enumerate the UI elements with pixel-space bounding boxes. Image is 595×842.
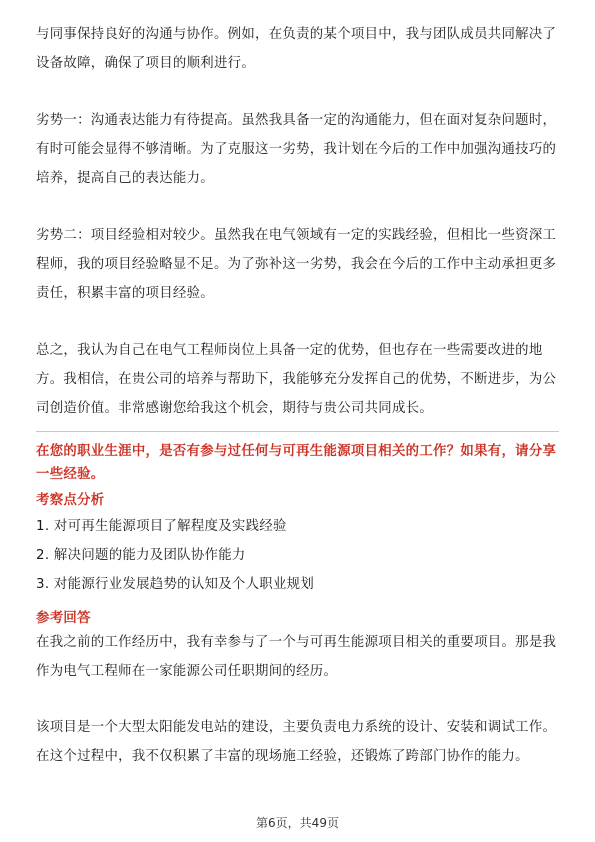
interview-question: 在您的职业生涯中，是否有参与过任何与可再生能源项目相关的工作？如果有，请分享一些经验。 — [36, 444, 557, 482]
answer-paragraph-1: 在我之前的工作经历中，我有幸参与了一个与可再生能源项目相关的重要项目。那是我作为电气工程师在一家能源公司任职期间的经历。 — [36, 635, 557, 679]
section-divider — [36, 431, 559, 432]
page-footer: 第6页，共49页 — [256, 816, 339, 830]
answer-heading: 参考回答 — [36, 611, 91, 626]
answer-paragraph-2: 该项目是一个大型太阳能发电站的建设，主要负责电力系统的设计、安装和调试工作。在这个过程中，我不仅积累了丰富的现场施工经验，还锻炼了跨部门协作的能力。 — [36, 720, 557, 764]
paragraph-weakness-two: 劣势二：项目经验相对较少。虽然我在电气领域有一定的实践经验，但相比一些资深工程师，我的项目经验略显不足。为了弥补这一劣势，我会在今后的工作中主动承担更多责任，积累丰富的项目经验。 — [36, 228, 557, 301]
paragraph-conclusion: 总之，我认为自己在电气工程师岗位上具备一定的优势，但也存在一些需要改进的地方。我相信，在贵公司的培养与帮助下，我能够充分发挥自己的优势，不断进步，为公司创造价值。非常感谢您给我这个机会，期待与贵公司共同成长。 — [36, 343, 557, 416]
paragraph-weakness-one: 劣势一：沟通表达能力有待提高。虽然我具备一定的沟通能力，但在面对复杂问题时，有时可能会显得不够清晰。为了克服这一劣势，我计划在今后的工作中加强沟通技巧的培养，提高自己的表达能力。 — [36, 113, 557, 186]
analysis-item-2: 2. 解决问题的能力及团队协作能力 — [36, 548, 246, 563]
paragraph-continuation: 与同事保持良好的沟通与协作。例如，在负责的某个项目中，我与团队成员共同解决了设备故障，确保了项目的顺利进行。 — [36, 27, 557, 71]
analysis-item-1: 1. 对可再生能源项目了解程度及实践经验 — [36, 519, 287, 534]
analysis-item-3: 3. 对能源行业发展趋势的认知及个人职业规划 — [36, 577, 315, 592]
analysis-heading: 考察点分析 — [36, 493, 105, 508]
